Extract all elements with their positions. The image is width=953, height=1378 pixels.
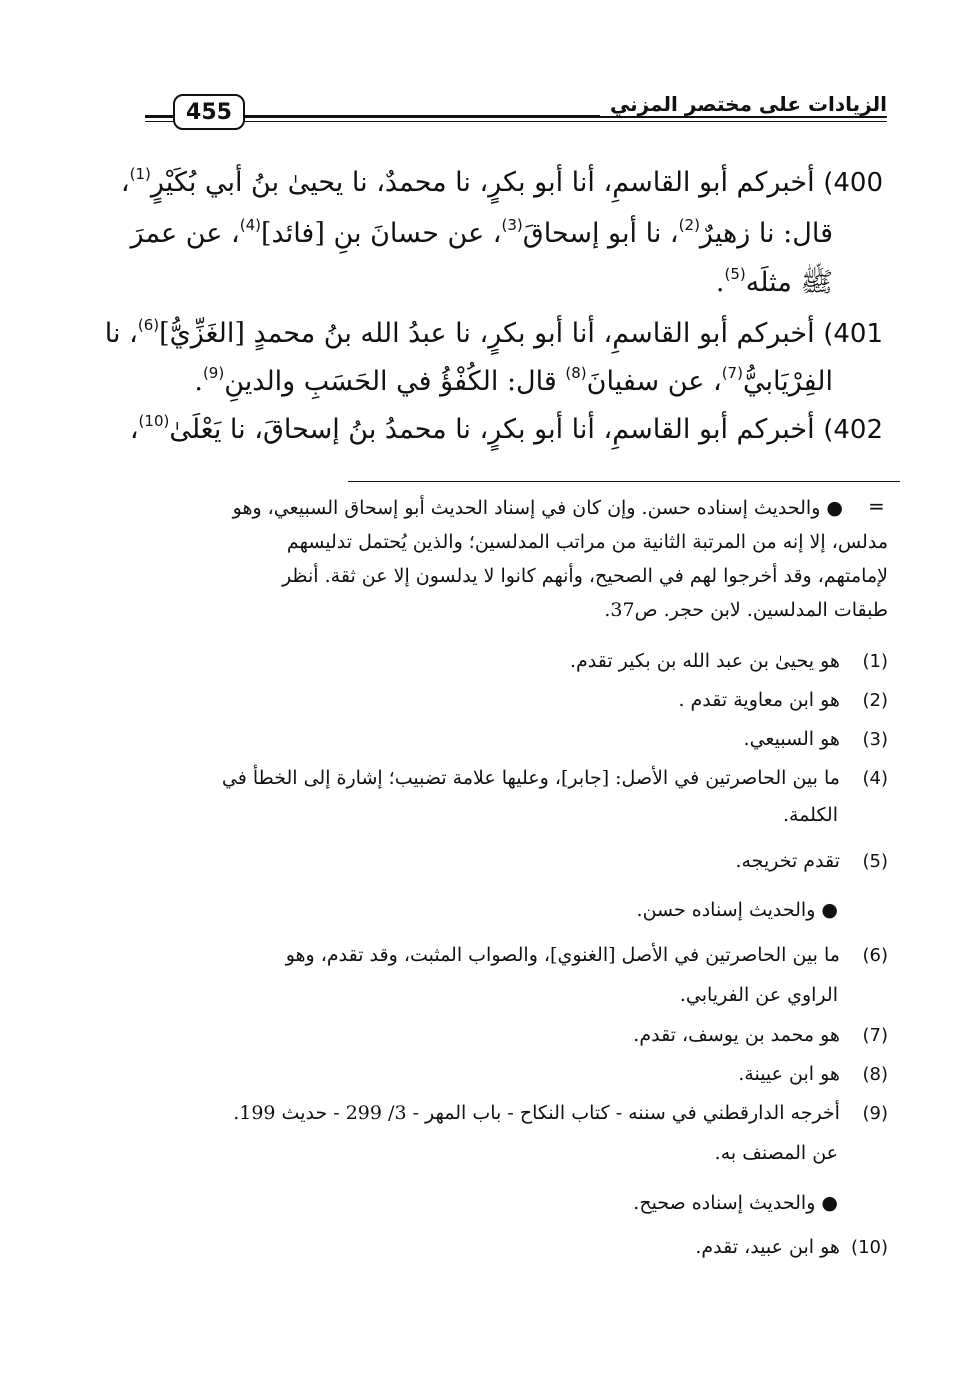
footnote-text: هو يحيىٰ بن عبد الله بن بكير تقدم.: [569, 650, 840, 672]
footnote-continued-line: مدلس، إلا إنه من المرتبة الثانية من مراتب المدلسين؛ والذين يُحتمل تدليسهم: [286, 531, 888, 553]
footnote-item: [140, 1020, 888, 1051]
footnote-item: [140, 685, 888, 716]
hadith-400-line-3: [135, 263, 833, 303]
continuation-mark: =: [868, 494, 885, 518]
footnote-number: (5): [862, 851, 888, 872]
footnote-text: تقدم تخريجه.: [735, 850, 840, 872]
footnote-text: هو السبيعي.: [743, 728, 840, 750]
footnote-item: [140, 646, 888, 677]
footnote-number: (9): [862, 1103, 888, 1124]
footnote-text: هو ابن معاوية تقدم .: [678, 689, 840, 711]
footnote-ref: (5): [724, 265, 746, 283]
hadith-400-line-2: [130, 214, 833, 254]
hadith-text: .: [194, 366, 203, 397]
hadith-text: ،: [120, 167, 130, 198]
footnote-item: [140, 1098, 888, 1129]
footnote-ref: (10): [138, 412, 170, 430]
footnote-ref: (9): [202, 364, 225, 382]
footnote-text: ما بين الحاصرتين في الأصل: [جابر]، وعليها علامة تضبيب؛ إشارة إلى الخطأ في: [221, 767, 840, 789]
hadith-number: 400): [823, 168, 883, 198]
footnote-number: (6): [862, 945, 888, 966]
hadith-text: قال: الكُفْؤُ في الحَسَبِ والدينِ: [224, 366, 566, 397]
hadith-number: 402): [823, 415, 883, 445]
footnote-text: هو محمد بن يوسف، تقدم.: [633, 1024, 840, 1046]
footnote-ref: (6): [137, 316, 160, 334]
footnote-ref: (8): [565, 364, 587, 382]
hadith-text: أخبركم أبو القاسمِ، أنا أبو بكرٍ، نا عبدُ الله بنُ محمدٍ [الغَزِّيُّ]: [159, 318, 815, 349]
hadith-402-line-1: [129, 410, 883, 450]
page-number: 455: [173, 94, 245, 130]
footnote-number: (4): [862, 768, 888, 789]
book-title: الزيادات على مختصر المزني: [600, 92, 887, 116]
hadith-400-line-1: [120, 163, 883, 203]
hadith-text: الفِرْيَابيُّ: [742, 366, 833, 397]
hadith-text: .: [715, 267, 725, 298]
footnote-text-cont: ● والحديث إسناده حسن.: [636, 899, 838, 921]
hadith-text: ﷺ مثلَه: [745, 267, 833, 298]
hadith-text: ، عن عمرَ: [130, 218, 240, 249]
footnote-continued-line: طبقات المدلسين. لابن حجر. ص37.: [604, 599, 888, 621]
footnote-item: [140, 763, 888, 794]
footnote-item: [140, 1232, 888, 1263]
footnote-text: هو ابن عبيد، تقدم.: [695, 1236, 840, 1258]
footnote-text-cont: الراوي عن الفريابي.: [679, 984, 838, 1006]
page-header: [145, 92, 887, 132]
footnote-item: [140, 940, 888, 971]
hadith-text: أخبركم أبو القاسمِ، أنا أبو بكرٍ، نا محمدٌ، نا يحيىٰ بنُ أبي بُكَيْرٍ: [150, 167, 815, 198]
footnote-item: [140, 724, 888, 755]
footnote-text-cont: ● والحديث إسناده صحيح.: [633, 1192, 838, 1214]
hadith-number: 401): [823, 319, 883, 349]
hadith-text: ، نا: [104, 318, 138, 349]
footnote-continued-line: ● والحديث إسناده حسن. وإن كان في إسناد الحديث أبو إسحاق السبيعي، وهو: [232, 497, 843, 519]
hadith-text: قال: نا زهيرٌ: [699, 218, 833, 249]
footnote-text-cont: الكلمة.: [782, 804, 838, 826]
footnote-number: (8): [862, 1064, 888, 1085]
footnote-text: أخرجه الدارقطني في سننه - كتاب النكاح - باب المهر - 3/ 299 - حديث 199.: [233, 1102, 840, 1124]
footnote-ref: (3): [501, 216, 523, 234]
footnote-number: (3): [862, 729, 888, 750]
hadith-401-line-2: [135, 362, 833, 402]
footnote-text: ما بين الحاصرتين في الأصل [الغنوي]، والصواب المثبت، وقد تقدم، وهو: [285, 944, 840, 966]
hadith-text: أخبركم أبو القاسمِ، أنا أبو بكرٍ، نا محمدُ بنُ إسحاقَ، نا يَعْلَىٰ: [169, 414, 815, 445]
footnote-number: (1): [862, 651, 888, 672]
footnote-ref: (7): [721, 364, 743, 382]
hadith-401-line-1: [104, 314, 883, 354]
footnote-separator: [348, 481, 900, 482]
hadith-text: ، عن سفيانَ: [586, 366, 722, 397]
footnote-text-cont: عن المصنف به.: [714, 1142, 838, 1164]
footnote-ref: (2): [678, 216, 700, 234]
hadith-text: ،: [129, 414, 139, 445]
hadith-text: ، عن حسانَ بنِ [فائد]: [260, 218, 502, 249]
footnote-number: (2): [862, 690, 888, 711]
footnote-text: هو ابن عيينة.: [738, 1063, 840, 1085]
footnote-item: [140, 846, 888, 877]
footnote-ref: (4): [239, 216, 261, 234]
footnote-ref: (1): [129, 165, 151, 183]
hadith-text: ، نا أبو إسحاقَ: [522, 218, 679, 249]
header-rule-thin: [145, 121, 887, 122]
footnote-number: (10): [851, 1237, 888, 1258]
footnote-continued-line: لإمامتهم، وقد أخرجوا لهم في الصحيح، وأنهم كانوا لا يدلسون إلا عن ثقة. أنظر: [281, 565, 888, 587]
footnote-item: [140, 1059, 888, 1090]
footnote-number: (7): [862, 1025, 888, 1046]
